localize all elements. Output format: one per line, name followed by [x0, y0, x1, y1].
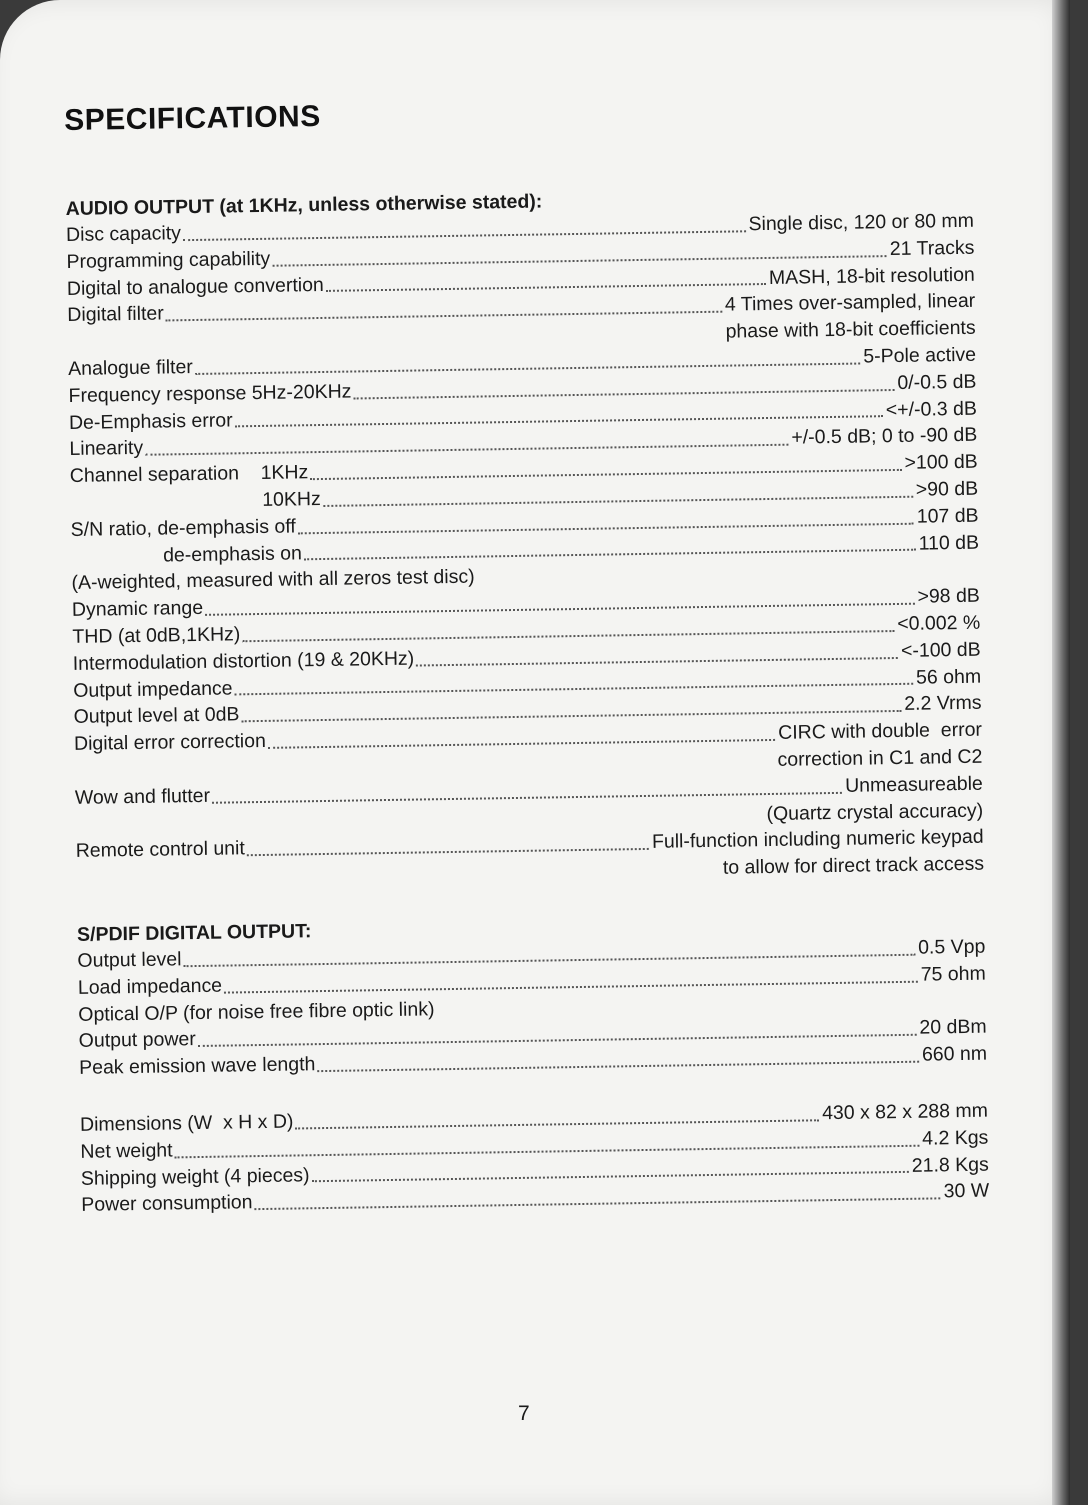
page-edge-shadow [1052, 0, 1070, 1505]
page-title: SPECIFICATIONS [64, 99, 321, 137]
spec-label: 10KHz [262, 487, 321, 511]
spec-label: Output power [78, 1028, 196, 1053]
spec-value: 5-Pole active [863, 343, 977, 368]
spec-label: Shipping weight (4 pieces) [80, 1163, 310, 1190]
spec-value: 4 Times over-sampled, linear [724, 290, 976, 317]
dot-leader [317, 1060, 919, 1072]
spec-value: 660 nm [921, 1042, 988, 1066]
spec-value: >100 dB [904, 450, 978, 475]
spec-label: S/N ratio, de-emphasis off [70, 515, 296, 541]
spec-value: CIRC with double error [778, 718, 983, 744]
spec-label: Digital filter [67, 302, 164, 327]
spec-label: Output level at 0dB [73, 703, 240, 729]
spec-label: Dynamic range [71, 597, 204, 622]
spec-list [66, 208, 984, 892]
spec-label: Power consumption [81, 1191, 253, 1217]
spec-value: Unmeasureable [844, 772, 983, 797]
dot-leader [416, 656, 898, 667]
spec-value-continuation: correction in C1 and C2 [777, 745, 983, 771]
spec-label: Output level [77, 948, 182, 972]
dot-leader [247, 847, 649, 856]
spec-value: 75 ohm [920, 962, 986, 986]
spec-label: Load impedance [77, 974, 223, 999]
spec-value: 0.5 Vpp [917, 935, 986, 959]
spec-value: 0/-0.5 dB [897, 370, 977, 394]
spec-value: 110 dB [918, 531, 980, 555]
spec-value: 56 ohm [915, 665, 982, 689]
spec-value-continuation: (Quartz crystal accuracy) [766, 799, 984, 825]
spdif-output-section [77, 908, 987, 1082]
spec-value: 30 W [943, 1179, 990, 1203]
spec-label: Programming capability [66, 247, 271, 273]
spec-value-continuation: to allow for direct track access [722, 852, 985, 879]
spec-value: >90 dB [915, 477, 979, 501]
dot-leader [326, 282, 766, 292]
spec-value: <-100 dB [900, 638, 981, 662]
spec-note: Optical O/P (for noise free fibre optic link) [78, 997, 435, 1026]
spec-label: Analogue filter [67, 355, 193, 380]
spec-label: Net weight [80, 1139, 173, 1163]
spec-value: 430 x 82 x 288 mm [821, 1099, 989, 1125]
spec-value: 2.2 Vrms [904, 692, 982, 716]
spec-value: <+/-0.3 dB [885, 397, 978, 421]
spec-value: <0.002 % [897, 611, 981, 635]
spec-label: Channel separation 1KHz [69, 461, 309, 488]
spec-note: (A-weighted, measured with all zeros test disc) [71, 565, 475, 595]
general-section [80, 1098, 990, 1219]
spec-label: Digital to analogue convertion [66, 273, 324, 300]
spec-value: Full-function including numeric keypad [651, 825, 984, 854]
audio-output-section [65, 182, 984, 892]
spec-list [80, 1098, 990, 1219]
spec-label: Output impedance [73, 676, 233, 702]
spec-label: Digital error correction [73, 730, 267, 756]
section-heading: AUDIO OUTPUT (at 1KHz, unless otherwise stated): [65, 190, 543, 220]
spec-value-continuation: phase with 18-bit coefficients [725, 316, 976, 343]
specifications-content [64, 90, 989, 1219]
spec-value: MASH, 18-bit resolution [768, 263, 975, 289]
spec-value: >98 dB [917, 584, 981, 608]
spec-label: Linearity [69, 437, 144, 461]
spec-value: 4.2 Kgs [922, 1126, 989, 1150]
spec-label: de-emphasis on [162, 541, 303, 567]
spec-list [77, 934, 987, 1082]
spec-label: Wow and flutter [74, 784, 211, 809]
spec-value: 21.8 Kgs [911, 1153, 989, 1177]
spec-label: Disc capacity [65, 222, 182, 246]
spec-value: +/-0.5 dB; 0 to -90 dB [791, 424, 978, 449]
spec-label: Frequency response 5Hz-20KHz [68, 380, 352, 407]
spec-label: Remote control unit [75, 837, 245, 863]
spec-label: Dimensions (W x H x D) [79, 1110, 294, 1136]
dot-leader [255, 1196, 941, 1210]
spec-label: Peak emission wave length [78, 1053, 316, 1079]
spec-label: THD (at 0dB,1KHz) [72, 623, 241, 648]
spec-label: De-Emphasis error [68, 408, 233, 434]
page-number: 7 [518, 1402, 530, 1425]
section-heading: S/PDIF DIGITAL OUTPUT: [76, 920, 312, 946]
spec-value: Single disc, 120 or 80 mm [748, 209, 975, 236]
spec-value: 107 dB [916, 504, 979, 528]
spec-label: Intermodulation distortion (19 & 20KHz) [72, 647, 415, 675]
spec-value: 20 dBm [919, 1015, 987, 1039]
spec-value: 21 Tracks [889, 236, 975, 260]
